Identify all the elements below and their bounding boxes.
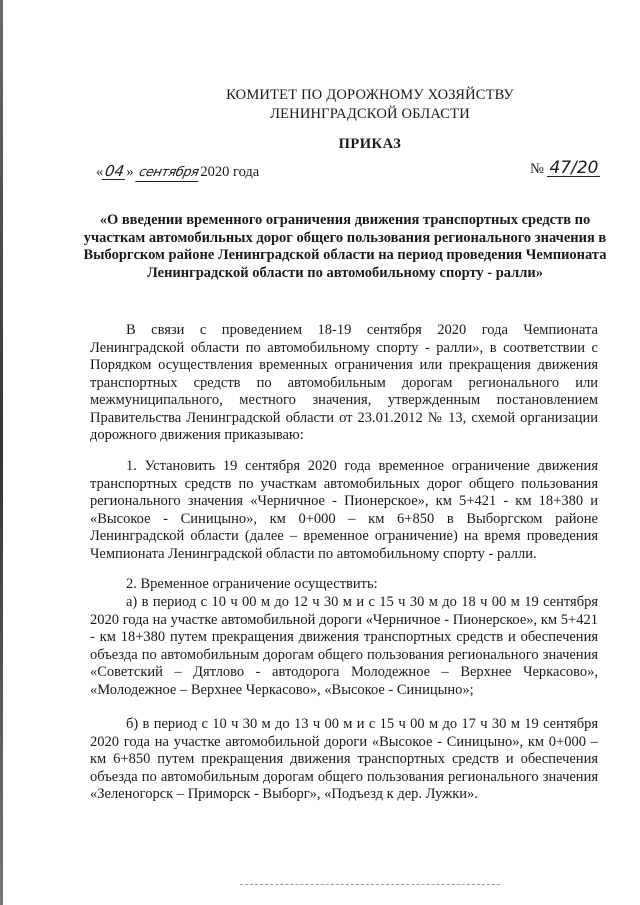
- order-number: [530, 160, 600, 178]
- number-handwritten: 47/20: [549, 158, 599, 178]
- scan-edge: [0, 0, 3, 905]
- number-sign: №: [530, 161, 544, 177]
- date-quote-open: «: [96, 164, 104, 180]
- item-1-paragraph: 1. Установить 19 сентября 2020 года временное ограничение движения транспортных средств по участкам автомобильных дорог общего пользования регионального значения «Черничное - Пионерское», км 5+421 - км 18+380 и «Высокое - Синицыно», км 0+000 – км 6+850 в Выборгском районе Ленинградской области (далее – временное ограничение) на время проведения Чемпионата Ленинградской области по автомобильному спорту - ралли.: [90, 458, 598, 562]
- committee-header: [150, 86, 590, 124]
- date-day-handwritten: 04: [104, 162, 126, 180]
- item-2b-paragraph: б) в период с 10 ч 30 м до 13 ч 00 м и с 15 ч 00 м до 17 ч 30 м 19 сентября 2020 года на участке автомобильной дороги «Высокое - Синицыно», км 0+000 – км 6+850 путем прекращения движения транспортных средств и обеспечения объезда по автомобильным дорогам общего пользования регионального значения «Зеленогорск – Приморск - Выборг», «Подъезд к дер. Лужки».: [90, 716, 598, 802]
- intro-paragraph: В связи с проведением 18-19 сентября 2020 года Чемпионата Ленинградской области по автомобильному спорту - ралли», в соответствии с Порядком осуществления временных ограничения или прекращения движения транспортных средств по автомобильным дорогам регионального или межмуниципального, местного значения, утвержденным постановлением Правительства Ленинградской области от 23.01.2012 № 13, схемой организации дорожного движения приказываю:: [90, 322, 598, 443]
- item-2-paragraph: 2. Временное ограничение осуществить:: [126, 576, 378, 592]
- committee-line-2: ЛЕНИНГРАДСКОЙ ОБЛАСТИ: [270, 106, 470, 122]
- order-subject: «О введении временного ограничения движения транспортных средств по участкам автомобильных дорог общего пользования регионального значения в Выборгском районе Ленинградской области на период проведения Чемпионата Ленинградской области по автомобильному спорту - ралли»: [83, 212, 607, 281]
- order-date: [96, 163, 259, 182]
- date-year: 2020 года: [200, 164, 260, 180]
- committee-line-1: КОМИТЕТ ПО ДОРОЖНОМУ ХОЗЯЙСТВУ: [226, 87, 514, 103]
- date-quote-close: »: [126, 164, 134, 180]
- document-type: ПРИКАЗ: [338, 136, 402, 152]
- item-2a-paragraph: а) в период с 10 ч 00 м до 12 ч 30 м и с 15 ч 30 м до 18 ч 00 м 19 сентября 2020 года на участке автомобильной дороги «Черничное - Пионерское», км 5+421 - км 18+380 путем прекращения движения транспортных средств и обеспечения объезда по автомобильным дорогам общего пользования регионального значения «Советский – Дятлово - автодорога Молодежное – Верхнее Черкасово», «Молодежное – Верхнее Черкасово», «Высокое - Синицыно»;: [90, 594, 598, 698]
- page-footer-line: [240, 884, 500, 885]
- date-month-handwritten: сентября: [135, 165, 202, 182]
